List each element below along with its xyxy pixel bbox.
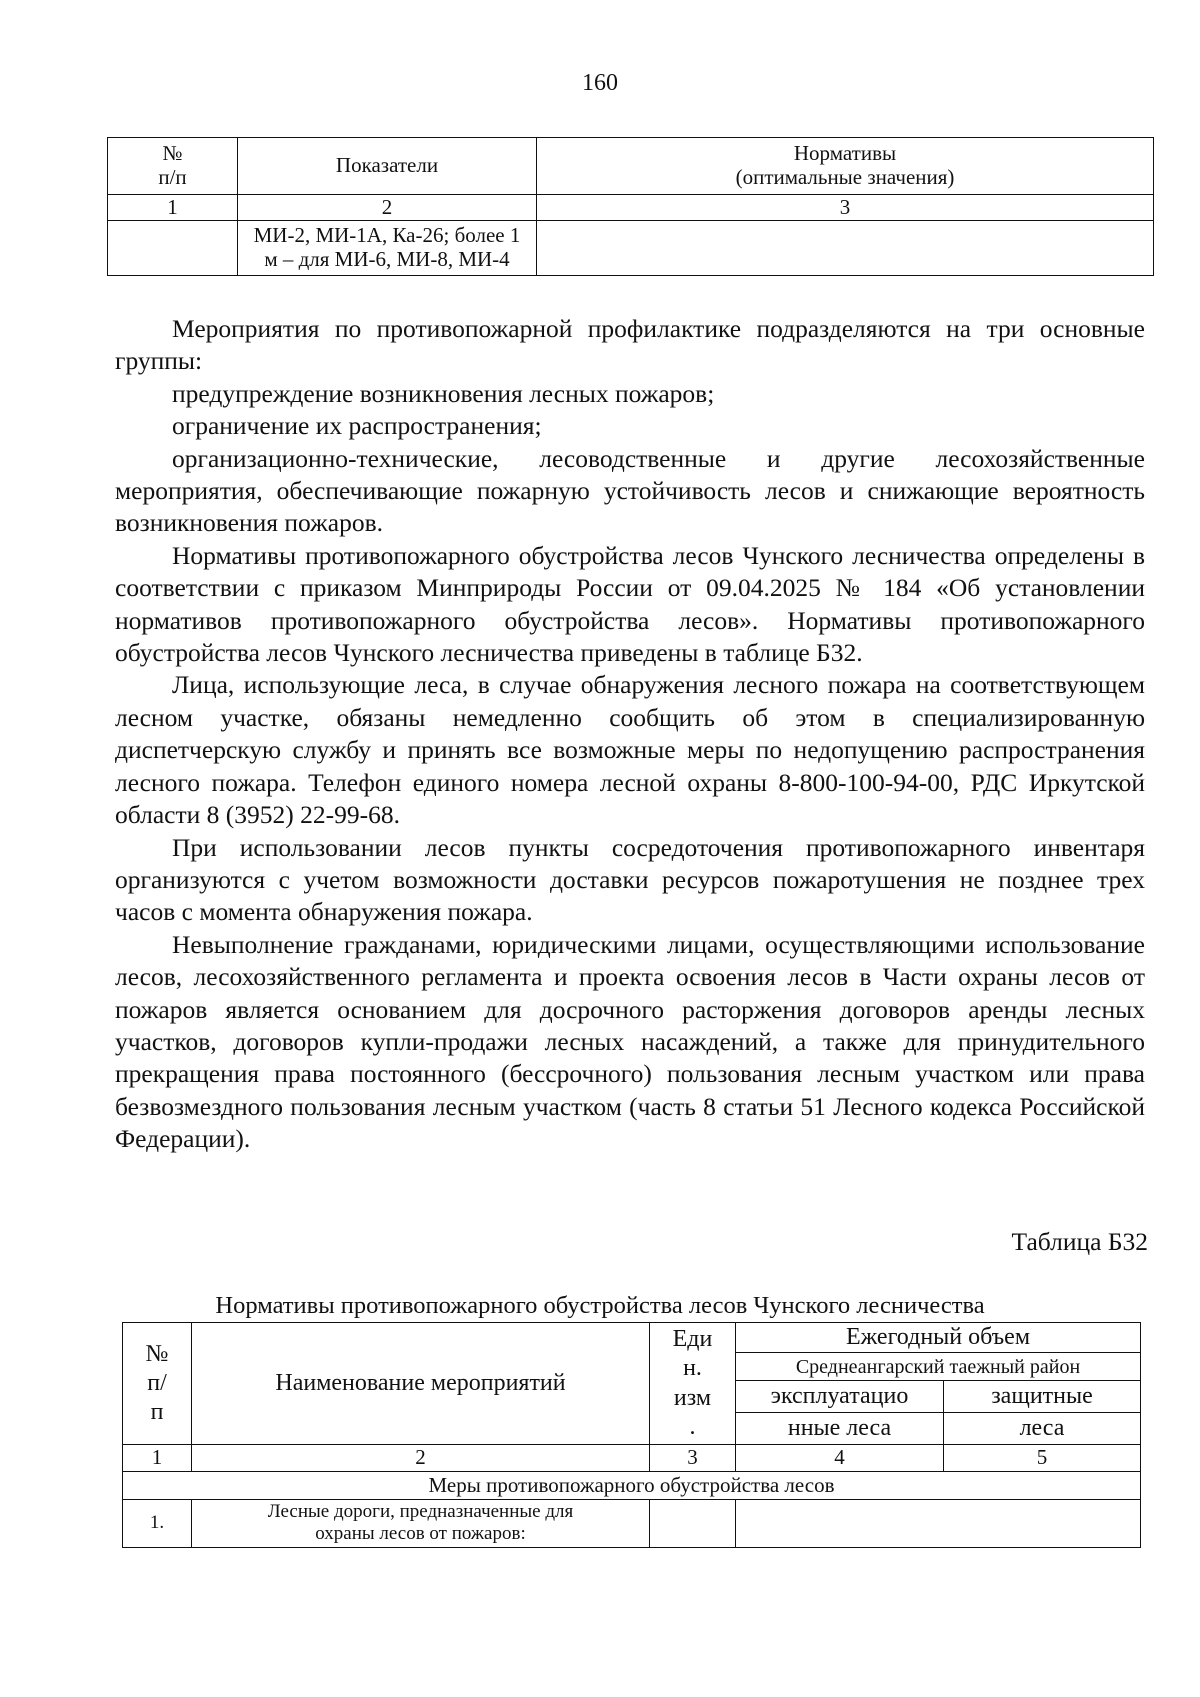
header-unit-line1: Еди bbox=[672, 1326, 713, 1353]
section-title-cell: Меры противопожарного обустройства лесов bbox=[123, 1471, 1141, 1499]
header-cell-region: Среднеангарский таежный район bbox=[736, 1353, 1141, 1381]
header-unit-line3: изм bbox=[673, 1384, 712, 1411]
col-number-cell: 5 bbox=[944, 1445, 1141, 1472]
top-table-row bbox=[108, 221, 1154, 276]
row-no-cell: 1. bbox=[123, 1499, 192, 1547]
main-table-column-number-row bbox=[123, 1445, 1141, 1472]
row-name-cell bbox=[192, 1499, 650, 1547]
indicator-line2: м – для МИ-6, МИ-8, МИ-4 bbox=[264, 247, 510, 271]
main-table-b32 bbox=[122, 1322, 1141, 1548]
paragraph-norms-basis: Нормативы противопожарного обустройства лесов Чунского лесничества определены в соответствии с приказом Минприроды России от 09.04.2025 № 184 «Об установлении нормативов противопожарного обустройства лесов». Нормативы противопожарного обустройства лесов Чунского лесничества приведены в таблице Б32. bbox=[115, 540, 1145, 668]
header-norms-line1: Нормативы bbox=[793, 141, 897, 166]
header-cell-unit bbox=[650, 1323, 736, 1445]
header-no-line2: п/ bbox=[147, 1370, 167, 1396]
paragraph-group-item-3: организационно-технические, лесоводственные и другие лесохозяйственные мероприятия, обеспечивающие пожарную устойчивость лесов и снижающие вероятность возникновения пожаров. bbox=[115, 443, 1145, 538]
row-no-cell bbox=[108, 221, 238, 276]
paragraph-fire-reporting: Лица, использующие леса, в случае обнаружения лесного пожара на соответствующем лесном участке, обязаны немедленно сообщить об этом в специализированную диспетчерскую службу и принять все возможные меры по недопущению распространения лесного пожара. Телефон единого номера лесной охраны 8-800-100-94-00, РДС Иркутской области 8 (3952) 22-99-68. bbox=[115, 670, 1145, 830]
page-number: 160 bbox=[582, 70, 618, 96]
header-cell-name: Наименование мероприятий bbox=[192, 1323, 650, 1445]
header-no-line2: п/п bbox=[158, 165, 187, 189]
paragraph-groups-intro: Мероприятия по противопожарной профилактике подразделяются на три основные группы: bbox=[115, 314, 1145, 376]
paragraph-group-item-1: предупреждение возникновения лесных пожаров; bbox=[172, 378, 715, 408]
header-cell-indicators: Показатели bbox=[238, 138, 537, 195]
col-number-cell: 1 bbox=[108, 195, 238, 221]
header-cell-annual-volume: Ежегодный объем bbox=[736, 1323, 1141, 1353]
row-volume-cell bbox=[736, 1499, 1141, 1547]
col-number-cell: 2 bbox=[238, 195, 537, 221]
main-table-header-row-1 bbox=[123, 1323, 1141, 1353]
col-number-cell: 3 bbox=[650, 1445, 736, 1472]
col-number-cell: 4 bbox=[736, 1445, 944, 1472]
header-cell-norms bbox=[537, 138, 1154, 195]
top-table-continuation bbox=[107, 137, 1154, 276]
header-cell-no bbox=[123, 1323, 192, 1445]
header-unit-line4: . bbox=[689, 1413, 696, 1440]
header-no-line1: № bbox=[162, 141, 183, 166]
top-table-header-row bbox=[108, 138, 1154, 195]
row-name-line2: охраны лесов от пожаров: bbox=[315, 1523, 526, 1545]
top-table-column-number-row bbox=[108, 195, 1154, 221]
col-number-cell: 2 bbox=[192, 1445, 650, 1472]
row-indicator-cell bbox=[238, 221, 537, 276]
indicator-line1: МИ-2, МИ-1А, Ка-26; более 1 bbox=[253, 223, 521, 248]
table-row bbox=[123, 1499, 1141, 1547]
header-exploit-line1: эксплуатацио bbox=[736, 1381, 944, 1413]
row-unit-cell bbox=[650, 1499, 736, 1547]
header-norms-line2: (оптимальные значения) bbox=[735, 165, 955, 189]
row-norm-cell bbox=[537, 221, 1154, 276]
col-number-cell: 3 bbox=[537, 195, 1154, 221]
header-protect-line1: защитные bbox=[944, 1381, 1141, 1413]
header-protect-line2: леса bbox=[944, 1413, 1141, 1445]
table-caption: Таблица Б32 bbox=[1011, 1227, 1148, 1256]
row-name-line1: Лесные дороги, предназначенные для bbox=[267, 1500, 574, 1522]
col-number-cell: 1 bbox=[123, 1445, 192, 1472]
header-no-line3: п bbox=[150, 1399, 164, 1426]
header-unit-line2: н. bbox=[683, 1355, 702, 1382]
body-text bbox=[115, 313, 1145, 1156]
paragraph-contract-termination: Невыполнение гражданами, юридическими лицами, осуществляющими использование лесов, лесохозяйственного регламента и проекта освоения лесов в Части охраны лесов от пожаров является основанием для досрочного расторжения договоров аренды лесных участков, договоров купли-продажи лесных насаждений, а также для принудительного прекращения права постоянного (бессрочного) пользования лесным участком или права безвозмездного пользования лесным участком (часть 8 статьи 51 Лесного кодекса Российской Федерации). bbox=[115, 929, 1145, 1154]
header-cell-no bbox=[108, 138, 238, 195]
table-title: Нормативы противопожарного обустройства лесов Чунского лесничества bbox=[215, 1292, 985, 1319]
header-exploit-line2: нные леса bbox=[736, 1413, 944, 1445]
main-table-section-row bbox=[123, 1471, 1141, 1499]
paragraph-group-item-2: ограничение их распространения; bbox=[172, 411, 542, 441]
header-no-line1: № bbox=[145, 1340, 169, 1367]
paragraph-inventory-points: При использовании лесов пункты сосредоточения противопожарного инвентаря организуются с учетом возможности доставки ресурсов пожаротушения не позднее трех часов с момента обнаружения пожара. bbox=[115, 832, 1145, 927]
